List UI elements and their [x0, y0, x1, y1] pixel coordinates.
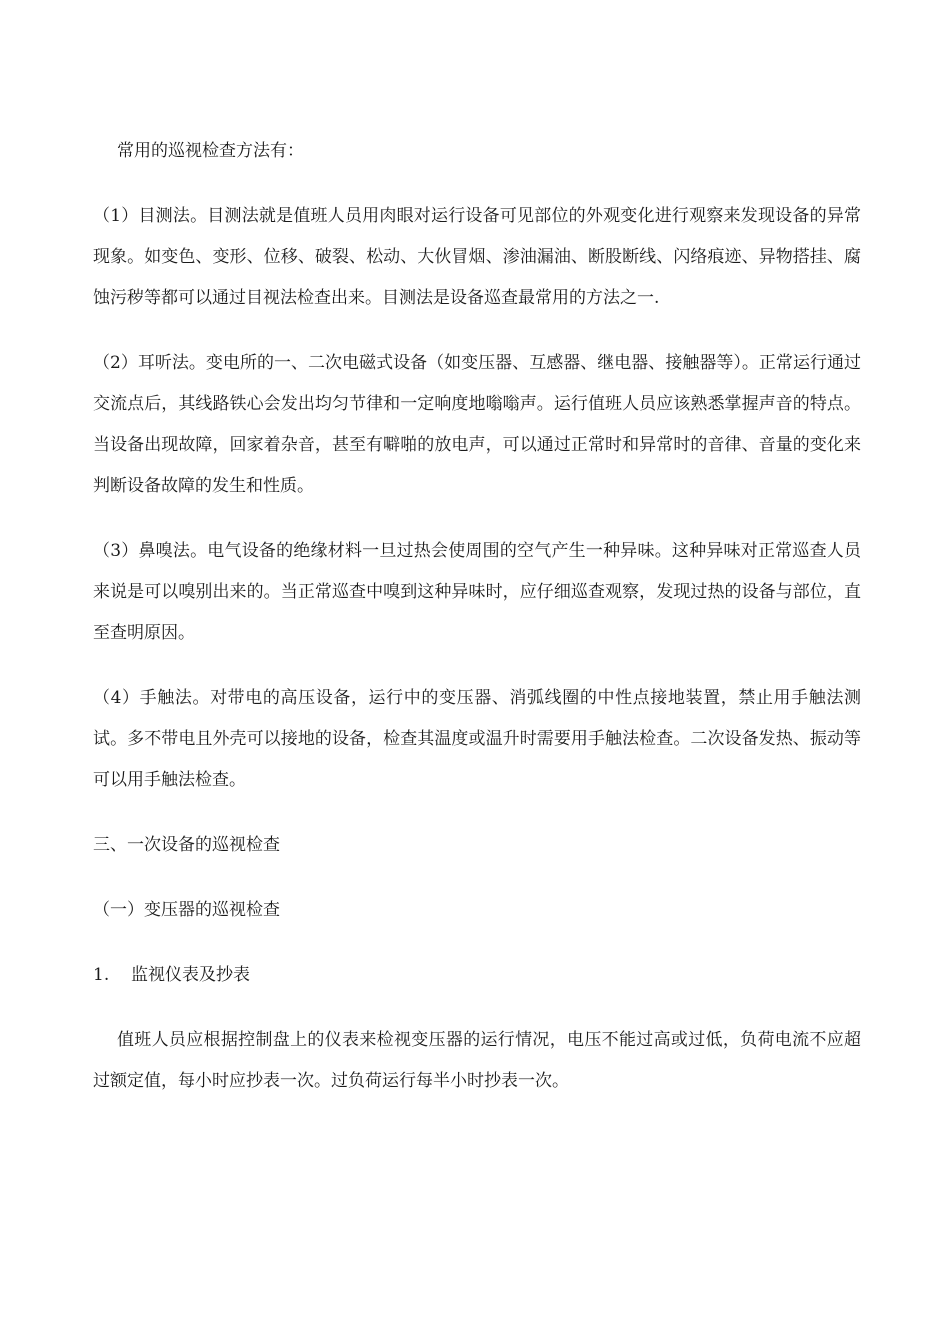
- method-smell-paragraph: （3）鼻嗅法。电气设备的绝缘材料一旦过热会使周围的空气产生一种异味。这种异味对正常巡查人员来说是可以嗅别出来的。当正常巡查中嗅到这种异味时，应仔细巡查观察，发现过热的设备与部位，直至查明原因。: [93, 541, 861, 643]
- method-touch-paragraph: （4）手触法。对带电的高压设备，运行中的变压器、消弧线圈的中性点接地装置，禁止用手触法测试。多不带电且外壳可以接地的设备，检查其温度或温升时需要用手触法检查。二次设备发热、振动等可以用手触法检查。: [93, 688, 861, 790]
- item-title: 监视仪表及抄表: [131, 965, 250, 985]
- method-listening-paragraph: （2）耳听法。变电所的一、二次电磁式设备（如变压器、互感器、继电器、接触器等）。正常运行通过交流点后，其线路铁心会发出均匀节律和一定响度地嗡嗡声。运行值班人员应该熟悉掌握声音的特点。当设备出现故障，回家着杂音，甚至有噼啪的放电声，可以通过正常时和异常时的音律、音量的变化来判断设备故障的发生和性质。: [93, 353, 861, 496]
- numbered-item-heading: [93, 955, 861, 996]
- subsection-heading: （一）变压器的巡视检查: [93, 900, 280, 920]
- document-page: [93, 131, 861, 1102]
- item-number: 1.: [93, 965, 110, 985]
- method-visual-paragraph: （1）目测法。目测法就是值班人员用肉眼对运行设备可见部位的外观变化进行观察来发现设备的异常现象。如变色、变形、位移、破裂、松动、大伙冒烟、渗油漏油、断股断线、闪络痕迹、异物搭挂、腐蚀污秽等都可以通过目视法检查出来。目测法是设备巡查最常用的方法之一.: [93, 206, 861, 308]
- item-body-paragraph: 值班人员应根据控制盘上的仪表来检视变压器的运行情况，电压不能过高或过低，负荷电流不应超过额定值，每小时应抄表一次。过负荷运行每半小时抄表一次。: [93, 1030, 861, 1091]
- intro-paragraph: 常用的巡视检查方法有：: [117, 141, 304, 161]
- section-heading: 三、一次设备的巡视检查: [93, 835, 280, 855]
